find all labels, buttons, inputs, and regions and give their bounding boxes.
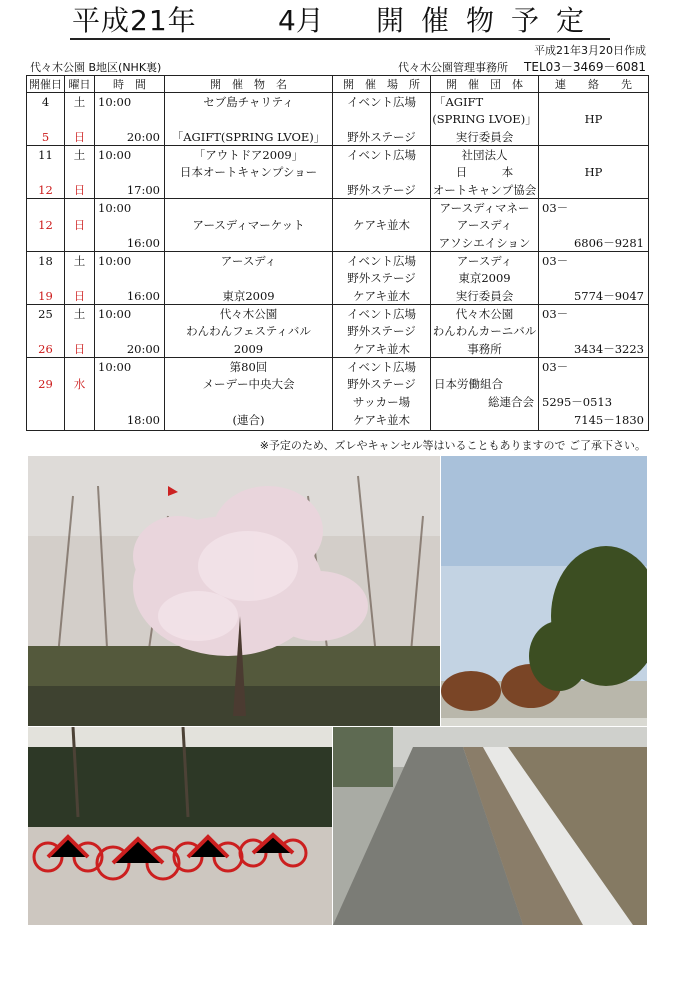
- event-name-cell: セブ島チャリティ 「AGIFT(SPRING LVOE)」: [165, 93, 333, 146]
- col-header-weekday: 曜日: [65, 76, 95, 93]
- created-date: 平成21年3月20日作成: [534, 44, 646, 57]
- time-cell: 10:00 20:00: [95, 305, 165, 358]
- park-walkway-photo: [333, 727, 647, 925]
- contact-cell: 03－ 5774－9047: [539, 252, 649, 305]
- time-cell: 10:00 18:00: [95, 358, 165, 431]
- event-name-cell: 「アウトドア2009」 日本オートキャンプショー: [165, 146, 333, 199]
- table-row: [27, 252, 649, 305]
- date-cell: 4 5: [27, 93, 65, 146]
- date-cell: 25 26: [27, 305, 65, 358]
- office-name: 代々木公園管理事務所: [398, 61, 508, 74]
- date-cell: 18 19: [27, 252, 65, 305]
- table-row: [27, 358, 649, 431]
- col-header-organizer: 開 催 団 体: [431, 76, 539, 93]
- table-row: [27, 305, 649, 358]
- cherry-blossom-photo: [28, 456, 440, 726]
- weekday-cell: 土 日: [65, 252, 95, 305]
- event-schedule-table: [26, 75, 649, 431]
- contact-cell: HP: [539, 146, 649, 199]
- contact-cell: HP: [539, 93, 649, 146]
- contact-cell: 03－ 6806－9281: [539, 199, 649, 252]
- date-cell: 29: [27, 358, 65, 431]
- event-name-cell: 第80回 メーデー中央大会 (連合): [165, 358, 333, 431]
- col-header-date: 開催日: [27, 76, 65, 93]
- weekday-cell: 水: [65, 358, 95, 431]
- weekday-cell: 日: [65, 199, 95, 252]
- col-header-time: 時 間: [95, 76, 165, 93]
- bicycles-illustration: [28, 727, 332, 925]
- col-header-venue: 開 催 場 所: [333, 76, 431, 93]
- col-header-event: 開 催 物 名: [165, 76, 333, 93]
- event-name-cell: アースディ 東京2009: [165, 252, 333, 305]
- time-cell: 10:00 16:00: [95, 252, 165, 305]
- organizer-cell: アースディマネー アースディ アソシエイション: [431, 199, 539, 252]
- document-title: [70, 4, 610, 40]
- col-header-contact: 連 絡 先: [539, 76, 649, 93]
- organizer-cell: 「AGIFT (SPRING LVOE)」 実行委員会: [431, 93, 539, 146]
- disclaimer-note: ※予定のため、ズレやキャンセル等はいることもありますので ご了承下さい。: [259, 439, 646, 452]
- venue-cell: イベント広場 野外ステージ サッカー場 ケアキ並木: [333, 358, 431, 431]
- contact-cell: 03－ 5295－0513 7145－1830: [539, 358, 649, 431]
- time-cell: 10:00 16:00: [95, 199, 165, 252]
- weekday-cell: 土 日: [65, 305, 95, 358]
- venue-cell: イベント広場 野外ステージ ケアキ並木: [333, 305, 431, 358]
- venue-cell: イベント広場 野外ステージ: [333, 93, 431, 146]
- time-cell: 10:00 17:00: [95, 146, 165, 199]
- walkway-illustration: [333, 727, 647, 925]
- venue-cell: イベント広場 野外ステージ: [333, 146, 431, 199]
- organizer-cell: 代々木公園 わんわんカーニバル 事務所: [431, 305, 539, 358]
- title-month: 4月: [278, 4, 324, 37]
- venue-cell: イベント広場 野外ステージ ケアキ並木: [333, 252, 431, 305]
- office-tel: TEL03－3469－6081: [524, 60, 646, 74]
- event-name-cell: 代々木公園 わんわんフェスティバル 2009: [165, 305, 333, 358]
- date-cell: 11 12: [27, 146, 65, 199]
- event-name-cell: アースディマーケット: [165, 199, 333, 252]
- contact-cell: 03－ 3434－3223: [539, 305, 649, 358]
- organizer-cell: アースディ 東京2009 実行委員会: [431, 252, 539, 305]
- title-heading: 開催物予定: [376, 4, 602, 37]
- red-bicycles-photo: [28, 727, 332, 925]
- title-year: 平成21年: [72, 4, 197, 37]
- date-cell: 12: [27, 199, 65, 252]
- organizer-cell: 日本労働組合 総連合会: [431, 358, 539, 431]
- table-row: [27, 199, 649, 252]
- weekday-cell: 土 日: [65, 146, 95, 199]
- table-row: [27, 146, 649, 199]
- venue-cell: ケアキ並木: [333, 199, 431, 252]
- table-header-row: [27, 76, 649, 93]
- organizer-cell: 社団法人 日 本 オートキャンプ協会: [431, 146, 539, 199]
- table-row: [27, 93, 649, 146]
- weekday-cell: 土 日: [65, 93, 95, 146]
- subheader: [28, 58, 648, 74]
- park-trees-illustration: [441, 456, 647, 726]
- park-sky-photo: [441, 456, 647, 726]
- cherry-blossom-illustration: [28, 456, 440, 726]
- park-name: 代々木公園 B地区(NHK裏): [30, 61, 162, 74]
- time-cell: 10:00 20:00: [95, 93, 165, 146]
